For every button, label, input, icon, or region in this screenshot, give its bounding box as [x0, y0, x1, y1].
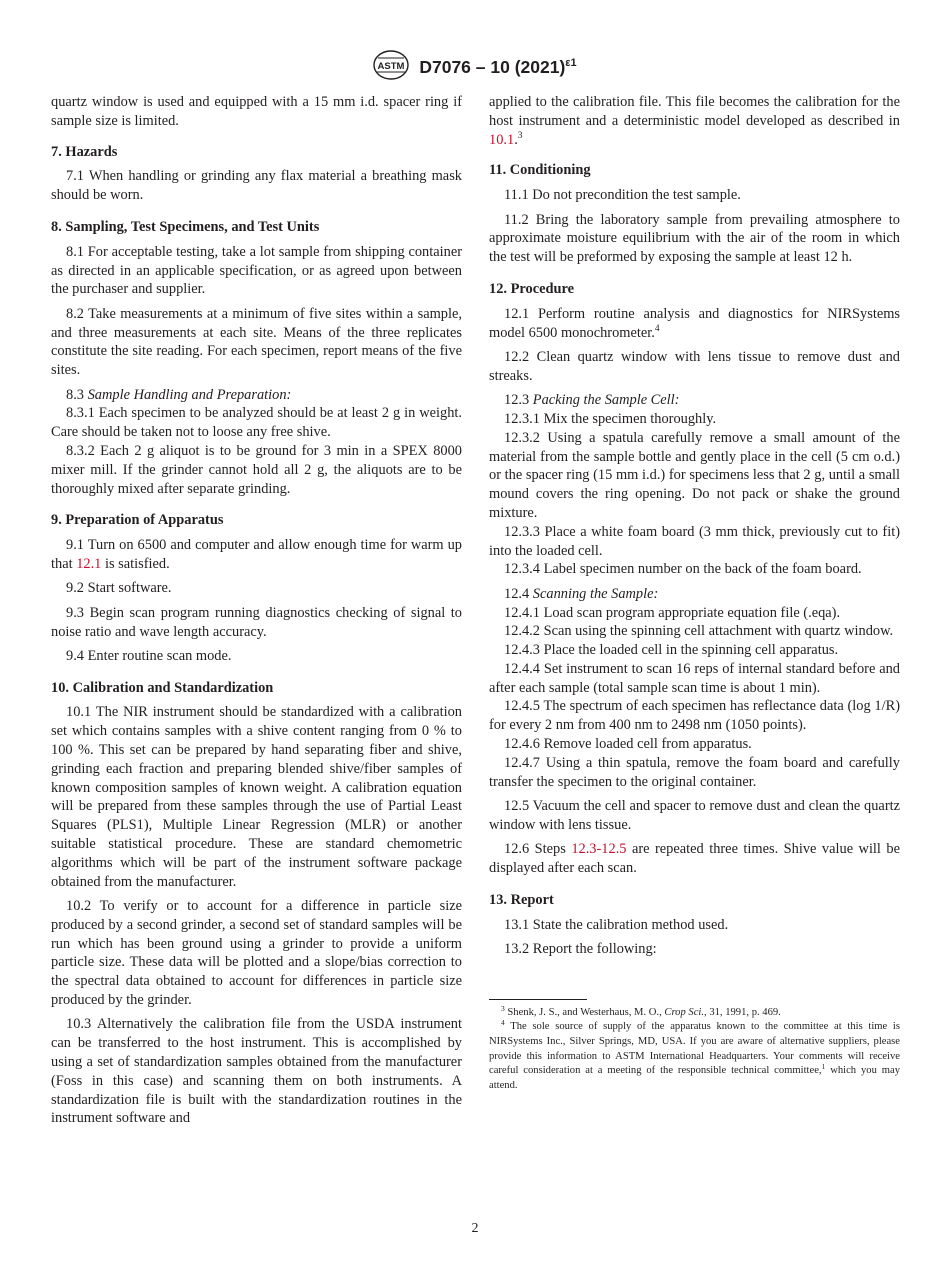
link-10-1[interactable]: 10.1: [489, 131, 515, 148]
paragraph-12-2: 12.2 Clean quartz window with lens tissue to remove dust and streaks.: [489, 348, 900, 384]
continued-paragraph: quartz window is used and equipped with a 15 mm i.d. spacer ring if sample size is limited.: [51, 94, 462, 129]
paragraph-8-3: 8.3 Sample Handling and Preparation:: [66, 386, 292, 403]
link-12-5[interactable]: 12.5: [601, 841, 627, 858]
astm-logo-icon: [373, 50, 409, 85]
paragraph-12-4-3: 12.4.3 Place the loaded cell in the spinning cell apparatus.: [504, 642, 839, 659]
link-12-1[interactable]: 12.1: [76, 555, 102, 572]
section-heading-7: 7. Hazards: [51, 143, 118, 160]
section-heading-9: 9. Preparation of Apparatus: [51, 512, 224, 529]
paragraph-12-3: 12.3 Packing the Sample Cell:: [504, 392, 680, 409]
paragraph-8-3-1: 8.3.1 Each specimen to be analyzed should be at least 2 g in weight. Care should be taken not to loose any free shive.: [51, 405, 462, 441]
paragraph-8-2: 8.2 Take measurements at a minimum of five sites within a sample, and three measurements at each site. Means of the three replicates constitute the site reading. For each specimen, report means of the five sites.: [51, 305, 462, 379]
paragraph-11-2: 11.2 Bring the laboratory sample from prevailing atmosphere to approximate moisture equilibrium with the air of the room in which the test will be preformed by exposing the sample at least 12 h.: [489, 211, 900, 266]
paragraph-9-2: 9.2 Start software.: [66, 580, 172, 597]
paragraph-12-3-2: 12.3.2 Using a spatula carefully remove a small amount of the material from the sample bottle and gently place in the cell (5 cm o.d.) or the spacer ring (15 mm i.d.) for specimens less that 2 g, until a small mound covers the ring opening. Do not pack or shake the ground mixture.: [489, 429, 900, 521]
document-designation: D7076 – 10 $(2021)^{\varepsilon 1}$: [419, 57, 577, 77]
paragraph-13-2: 13.2 Report the following:: [504, 941, 657, 958]
left-column: [51, 93, 462, 1134]
paragraph-7-1: 7.1 When handling or grinding any flax material a breathing mask should be worn.: [51, 168, 462, 204]
section-heading-11: 11. Conditioning: [489, 162, 591, 179]
section-heading-10: 10. Calibration and Standardization: [51, 679, 274, 696]
footnote-divider: [489, 999, 587, 1000]
paragraph-8-1: 8.1 For acceptable testing, take a lot sample from shipping container as directed in an applicable specification, or as agreed upon between the purchaser and supplier.: [51, 243, 462, 298]
section-heading-12: 12. Procedure: [489, 280, 574, 297]
paragraph-12-3-3: 12.3.3 Place a white foam board (3 mm thick, previously cut to fit) into the loaded cell.: [489, 523, 900, 559]
paragraph-8-3-2: 8.3.2 Each 2 g aliquot is to be ground for 3 min in a SPEX 8000 mixer mill. If the grinder cannot hold all 2 g, the aliquots are to be thoroughly mixed after separate grinding.: [51, 442, 462, 497]
page-header: [0, 50, 950, 85]
paragraph-12-3-4: 12.3.4 Label specimen number on the back of the foam board.: [504, 561, 862, 578]
section-heading-13: 13. Report: [489, 891, 554, 908]
footnote-ref-3: 3: [517, 130, 523, 141]
paragraph-12-6: 12.6 Steps 12.3-12.5 are repeated three times. Shive value will be displayed after each scan.: [489, 841, 900, 877]
link-12-3[interactable]: 12.3: [571, 841, 597, 858]
paragraph-9-3: 9.3 Begin scan program running diagnostics checking of signal to noise ratio and wave length accuracy.: [51, 604, 462, 640]
continued-paragraph-right: applied to the calibration file. This file becomes the calibration for the host instrument and a deterministic model developed as described in 10.1.$^3$: [489, 94, 900, 148]
footnote-ref-4: 4: [654, 323, 660, 334]
paragraph-11-1: 11.1 Do not precondition the test sample.: [504, 187, 741, 204]
paragraph-12-4-5: 12.4.5 The spectrum of each specimen has reflectance data (log 1/R) for every 2 nm from 400 nm to 2498 nm (1050 points).: [489, 698, 900, 734]
right-column: [489, 93, 900, 1093]
section-heading-8: 8. Sampling, Test Specimens, and Test Units: [51, 218, 320, 235]
paragraph-10-3: 10.3 Alternatively the calibration file from the USDA instrument can be transferred to the host instrument. This is accomplished by using a set of standardization samples obtained from the manufacturer (Foss in this case) and scanning them on both instruments. A standardization file is built with the standardization routines in the instrument software and: [51, 1016, 462, 1127]
astm-logo-text: ASTM: [377, 61, 405, 72]
footnote-3: $^3$ Shenk, J. S., and Westerhaus, M. O., Crop Sci., 31, 1991, p. 469.: [501, 1003, 781, 1018]
paragraph-12-4-2: 12.4.2 Scan using the spinning cell attachment with quartz window.: [504, 623, 894, 640]
paragraph-13-1: 13.1 State the calibration method used.: [504, 916, 729, 933]
page-number: 2: [471, 1221, 479, 1236]
paragraph-10-2: 10.2 To verify or to account for a difference in particle size produced by a second grinder, a second set of standard samples will be run which has been ground using a grinder to provide a uniform particle size. These data will be plotted and a slope/bias correction to the spectral data obtained to account for differences in particle size produced by the grinder.: [51, 898, 462, 1009]
paragraph-12-3-1: 12.3.1 Mix the specimen thoroughly.: [504, 410, 717, 427]
paragraph-10-1: 10.1 The NIR instrument should be standardized with a calibration set which contains samples with a shive content ranging from 0 % to 100 %. This set can be prepared by hand separating fiber and shive, grinding each fraction and preparing blended shive/fiber samples of known composition samples of known weight. A calibration equation will be prepared from these samples through the use of Partial Least Squares (PLS1), Multiple Linear Regression (MLR) or another suitable statistical procedure. These are standard chemometric algorithms which will be part of the instrument software package obtained from the manufacturer.: [51, 704, 462, 890]
paragraph-12-4: 12.4 Scanning the Sample:: [504, 585, 659, 602]
paragraph-9-4: 9.4 Enter routine scan mode.: [66, 647, 232, 664]
paragraph-12-4-7: 12.4.7 Using a thin spatula, remove the foam board and carefully transfer the specimen to the original container.: [489, 754, 900, 790]
paragraph-12-4-1: 12.4.1 Load scan program appropriate equation file (.eqa).: [504, 604, 841, 621]
paragraph-12-1: 12.1 Perform routine analysis and diagnostics for NIRSystems model 6500 monochrometer.$^4$: [489, 305, 900, 341]
paragraph-12-4-6: 12.4.6 Remove loaded cell from apparatus.: [504, 736, 752, 753]
paragraph-12-4-4: 12.4.4 Set instrument to scan 16 reps of internal standard before and after each sample (total sample scan time is about 1 min).: [489, 660, 900, 696]
paragraph-9-1: 9.1 Turn on 6500 and computer and allow enough time for warm up that 12.1 is satisfied.: [51, 537, 462, 572]
footnote-4: $^4$ The sole source of supply of the apparatus known to the committee at this time is NIRSystems Inc., Silver Springs, MD, USA. If you are aware of alternative suppliers, please provide this information to ASTM International Headquarters. Your comments will receive careful consideration at a meeting of the responsible technical committee,$^1$ which you may attend.: [489, 1018, 900, 1091]
epsilon-mark: ε1: [565, 57, 577, 69]
paragraph-12-5: 12.5 Vacuum the cell and spacer to remove dust and clean the quartz window with lens tissue.: [489, 798, 900, 833]
